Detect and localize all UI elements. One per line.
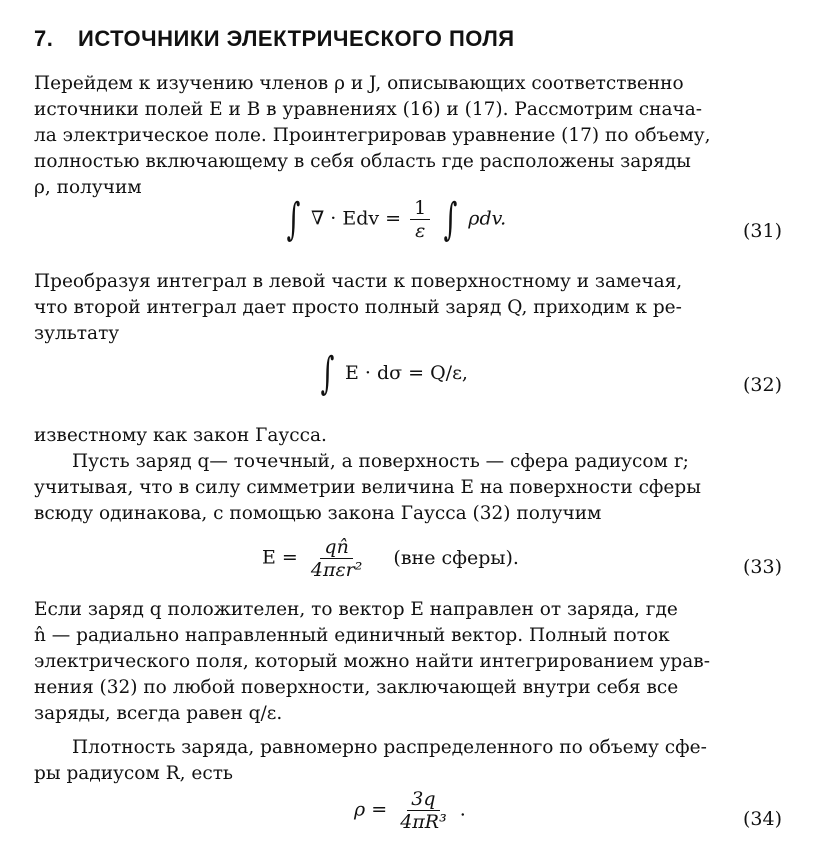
equation-lhs: E = [262,546,298,569]
fraction-numerator: 3q [407,788,439,811]
equation-rhs: ρdv. [468,207,507,230]
text-line: Перейдем к изучению членов ρ и J, описывающих соответственно [34,73,684,94]
text-line: нения (32) по любой поверхности, заключающей внутри себя все [34,677,679,698]
integral-symbol: ∫ [286,193,301,245]
text-line: электрического поля, который можно найти интегрированием урав- [34,651,710,672]
equation-number: (32) [742,374,782,396]
equation-number: (31) [742,220,782,242]
equation-lhs: ρ = [354,798,388,821]
text-line: всюду одинакова, с помощью закона Гаусса (32) получим [34,503,602,524]
equation-body: E · dσ = Q/ε, [344,362,468,384]
text-line: Если заряд q положителен, то вектор E направлен от заряда, где [34,599,678,620]
equation-number: (33) [742,556,782,578]
section-title: ИСТОЧНИКИ ЭЛЕКТРИЧЕСКОГО ПОЛЯ [78,26,515,51]
text-line: n̂ — радиально направленный единичный вектор. Полный поток [34,625,670,646]
equation-rhs: . [459,798,466,821]
integral-symbol: ∫ [320,348,335,399]
section-number: 7. [34,26,54,51]
section-heading [34,26,515,52]
text-line: заряды, всегда равен q/ε. [34,703,283,724]
equation-note: (вне сферы). [393,546,519,569]
equation-31 [282,193,507,245]
fraction [307,536,366,581]
fraction-denominator: 4πεr² [310,559,363,581]
fraction-numerator: 1 [410,197,430,220]
equation-32 [316,348,468,399]
equation-34 [354,788,466,833]
text-line: ρ, получим [34,177,142,198]
fraction-numerator: qn̂ [320,536,352,559]
fraction [410,197,430,242]
equation-number: (34) [742,808,782,830]
text-line: Преобразуя интеграл в левой части к поверхностному и замечая, [34,271,683,292]
text-line: источники полей E и B в уравнениях (16) и (17). Рассмотрим снача- [34,99,703,120]
text-line: Пусть заряд q— точечный, а поверхность — сфера радиусом r; [72,451,689,472]
fraction-denominator: 4πR³ [400,811,447,833]
text-line: известному как закон Гаусса. [34,425,327,446]
equation-33 [262,536,519,581]
text-line: зультату [34,323,120,344]
fraction [396,788,451,833]
equation-lhs: ∇ · Edv = [310,207,402,230]
text-line: Плотность заряда, равномерно распределенного по объему сфе- [72,737,707,758]
fraction-denominator: ε [415,220,426,242]
text-line: что второй интеграл дает просто полный заряд Q, приходим к ре- [34,297,682,318]
text-line: учитывая, что в силу симметрии величина E на поверхности сферы [34,477,701,498]
text-line: ры радиусом R, есть [34,763,234,784]
text-line: полностью включающему в себя область где расположены заряды [34,151,691,172]
text-line: ла электрическое поле. Проинтегрировав уравнение (17) по объему, [34,125,711,146]
integral-symbol: ∫ [443,193,458,245]
